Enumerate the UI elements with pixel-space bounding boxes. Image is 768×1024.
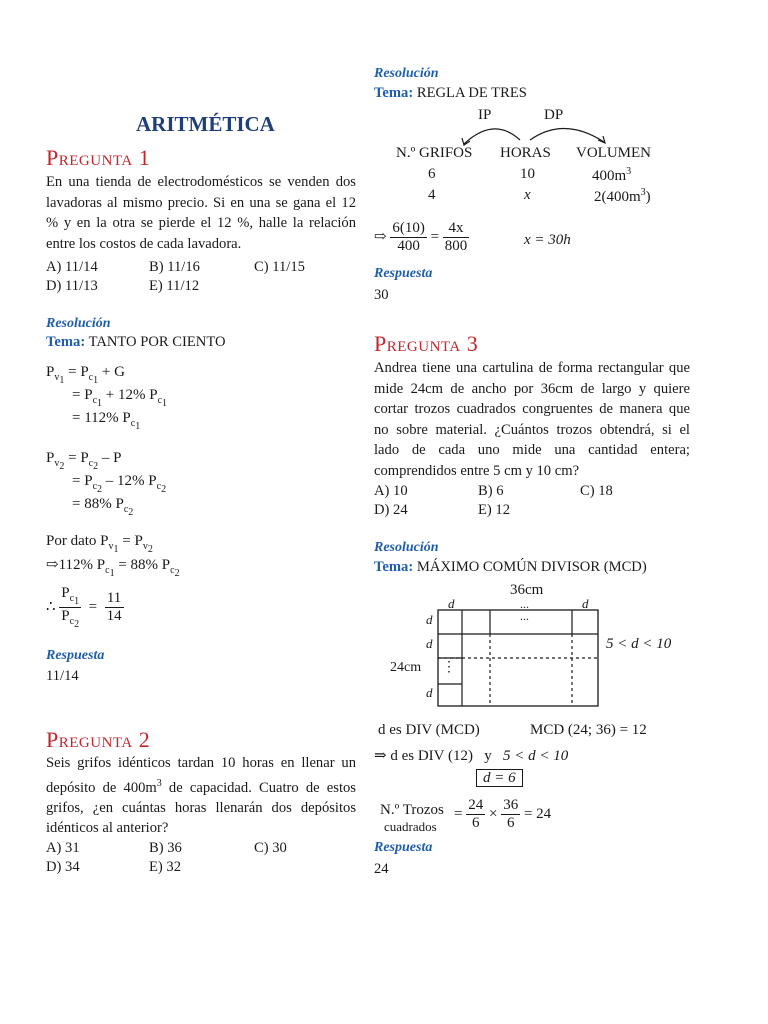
row1-horas: 10 (520, 166, 535, 182)
q3-line-div-mcd: d es DIV (MCD) (378, 722, 480, 738)
diagram-dots-top: ... (520, 597, 529, 611)
proportion-arrows (454, 118, 624, 148)
q2-option-d: D) 34 (46, 859, 80, 875)
q3-trozos-equation: = $\frac{24}{6}$ × $\frac{36}{6}$ = 24 (454, 797, 552, 831)
q2-option-a: A) 31 (46, 840, 80, 856)
therefore-icon: ∴ (46, 598, 56, 615)
q3-option-e: E) 12 (478, 502, 511, 518)
q1-response-value: 11/14 (46, 668, 79, 684)
diagram-dots-row: ... (520, 609, 529, 623)
q1-option-d: D) 11/13 (46, 278, 98, 294)
diagram-range: 5 < d < 10 (606, 636, 672, 652)
header-volumen: VOLUMEN (576, 145, 651, 161)
q3-cuadrados-label: cuadrados (384, 819, 437, 834)
diagram-d-left-3: d (426, 685, 433, 700)
arrow-icon: ⇒ (374, 748, 387, 764)
q3-option-d: D) 24 (374, 502, 408, 518)
diagram-vdots: ⋮ (442, 660, 456, 675)
question-2-heading: PREGUNTA 2 (46, 727, 151, 752)
q1-eq-line-6: = 88% $P_{c_2}$ (72, 496, 134, 518)
section-title: ARITMÉTICA (136, 112, 275, 136)
heading-initial: P (46, 145, 59, 170)
q1-eq-line-5: = $P_{c_2} - 12\%$ $P_{c_2}$ (72, 473, 167, 495)
question-3-text: Andrea tiene una cartulina de forma rectangular que mide 24cm de ancho por 36cm de largo y quiere cortar trozos cuadrados congruentes de manera que no sobre material. ¿Cuántos trozos obtendrá, si el lado de cada uno mide una cantidad entera; comprendidos entre 5 cm y 10 cm? (374, 360, 690, 479)
q2-option-b: B) 36 (149, 840, 182, 856)
question-1-heading (46, 145, 150, 171)
q2-equation: ⇨ $\frac{6(10)}{400}$ = $\frac{4x}{800}$ (374, 220, 468, 254)
q3-option-b: B) 6 (478, 483, 504, 499)
diagram-d-left-1: d (426, 612, 433, 627)
q2-response-value: 30 (374, 287, 389, 303)
row1-volumen: $400m^3$ (592, 166, 632, 184)
q2-resolution-label: Resolución (374, 66, 439, 81)
q1-option-c: C) 11/15 (254, 259, 305, 275)
header-grifos: N.º GRIFOS (396, 145, 473, 161)
q3-line-div-12: ⇒ d es DIV (12) y 5 < d < 10 (374, 748, 569, 764)
arrow-icon: ⇨ (46, 557, 59, 573)
row1-grifos: 6 (428, 166, 436, 182)
diagram-d-top-2: d (582, 596, 589, 611)
q1-eq-line-3: = 112% $P_{c_1}$ (72, 410, 141, 432)
q3-trozos-label: N.º Trozos (380, 802, 444, 818)
q3-line-mcd-value: MCD (24; 36) = 12 (530, 722, 647, 738)
q1-eq-line-2: = $P_{c_1} + 12\%$ $P_{c_1}$ (72, 387, 168, 409)
heading-number: 1 (138, 145, 151, 170)
q1-option-e: E) 11/12 (149, 278, 200, 294)
row2-volumen: $2(400m^3)$ (594, 187, 651, 205)
q1-eq-line-4: $P_{v_2} = P_{c_2} - P$ (46, 450, 122, 472)
q1-option-b: B) 11/16 (149, 259, 200, 275)
q3-option-c: C) 18 (580, 483, 613, 499)
q1-eq-dato: Por dato $P_{v_1} = P_{v_2}$ (46, 533, 153, 555)
header-horas: HORAS (500, 145, 551, 161)
q2-tema: Tema: REGLA DE TRES (374, 85, 527, 101)
q2-response-label: Respuesta (374, 266, 433, 281)
question-3-heading: PREGUNTA 3 (374, 331, 479, 356)
q2-x-result: x = 30h (524, 232, 571, 248)
row2-horas: x (524, 187, 531, 203)
q3-option-a: A) 10 (374, 483, 408, 499)
q1-resolution-label: Resolución (46, 316, 111, 331)
question-2-text: Seis grifos idénticos tardan 10 horas en llenar un depósito de $400m^3$ de capacidad. Cuatro de estos grifos, ¿en cuántas horas llenarán dos depósitos idénticos al anterior? (46, 755, 356, 837)
q1-eq-ratio: ∴ $\frac{P_{c_1}}{P_{c_2}}$ = $\frac{11}{14}$ (46, 585, 122, 630)
tema-label: Tema: (46, 334, 86, 350)
arrow-icon: ⇨ (374, 228, 387, 245)
q1-eq-line-1: $P_{v_1} = P_{c_1} + G$ (46, 364, 125, 386)
dp-label: DP (544, 107, 564, 123)
q3-resolution-label: Resolución (374, 540, 439, 555)
diagram-top-label: 36cm (510, 582, 544, 598)
tema-value: TANTO POR CIENTO (88, 334, 226, 350)
diagram-d-top-1: d (448, 596, 455, 611)
ip-label: IP (478, 107, 492, 123)
q1-tema (46, 334, 226, 351)
q1-response-label: Respuesta (46, 648, 105, 663)
heading-rest: REGUNTA (58, 153, 133, 169)
q1-eq-line-8: ⇨112% $P_{c_1} = 88\%$ $P_{c_2}$ (46, 557, 180, 579)
q3-response-label: Respuesta (374, 840, 433, 855)
diagram-side-label: 24cm (390, 660, 422, 675)
row2-grifos: 4 (428, 187, 436, 203)
rectangle-diagram (434, 604, 604, 708)
diagram-d-left-2: d (426, 636, 433, 651)
q3-response-value: 24 (374, 861, 389, 877)
q3-boxed-answer: d = 6 (476, 770, 523, 787)
q3-tema: Tema: MÁXIMO COMÚN DIVISOR (MCD) (374, 559, 647, 575)
q2-option-c: C) 30 (254, 840, 287, 856)
question-1-text: En una tienda de electrodomésticos se venden dos lavadoras al mismo precio. Si en una se gana el 12 % y en la otra se pierde el 12 %, halle la relación entre los costos de cada lavadora. (46, 174, 356, 252)
q1-option-a: A) 11/14 (46, 259, 98, 275)
q2-option-e: E) 32 (149, 859, 182, 875)
